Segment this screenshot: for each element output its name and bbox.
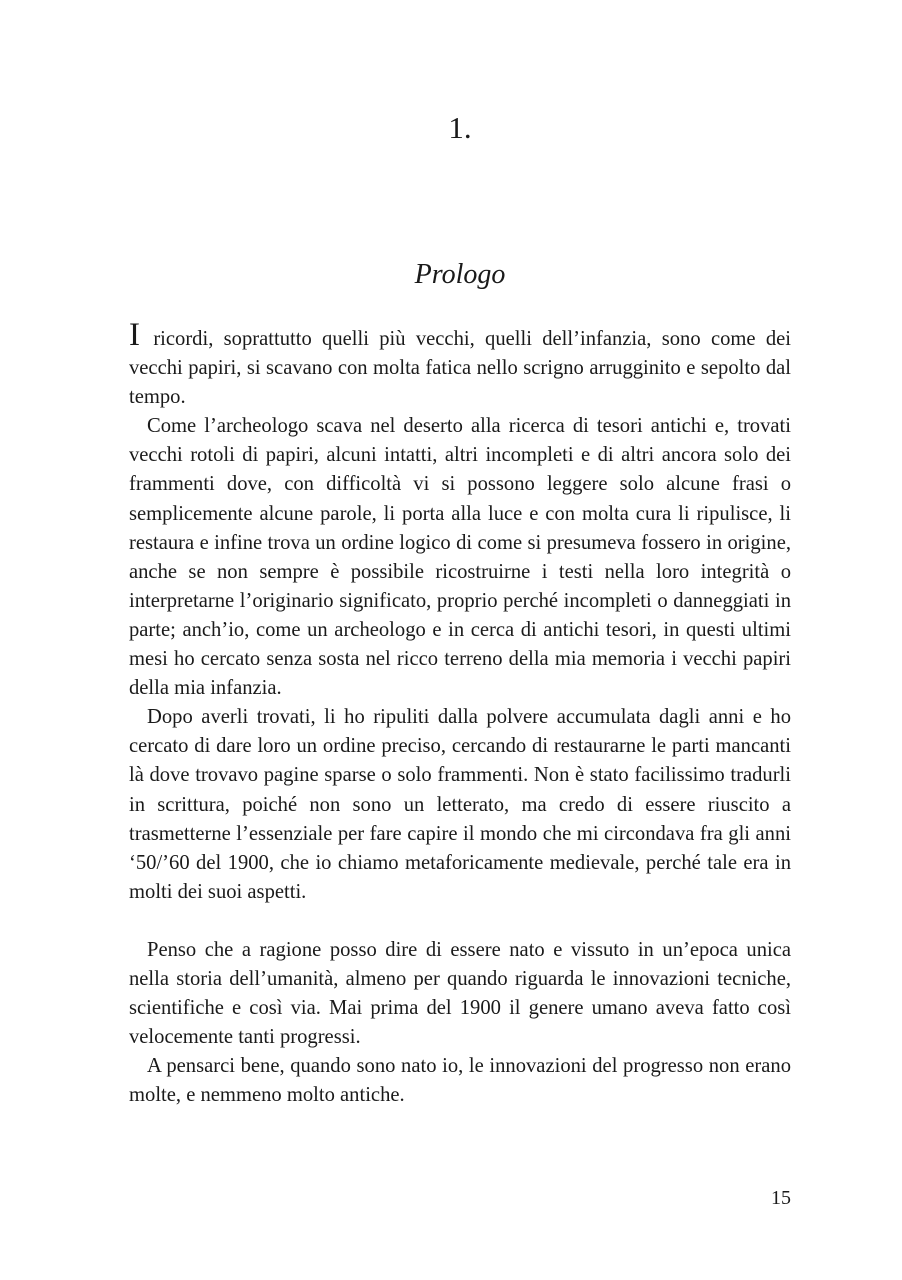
paragraph-5: A pensarci bene, quando sono nato io, le innovazioni del progresso non erano molte, e nemmeno molto antiche. [129, 1055, 791, 1107]
paragraph-1 [129, 317, 792, 412]
paragraph-3: Dopo averli trovati, li ho ripuliti dalla polvere accumulata dagli anni e ho cercato di dare loro un ordine preciso, cercando di restaurarne le parti mancanti là dove trovavo pagine sparse o solo frammenti. Non è stato facilissimo tradurli in scrittura, poiché non sono un letterato, ma credo di essere riuscito a trasmetterne l’essenziale per fare capire il mondo che mi circondava fra gli anni ‘50/’60 del 1900, che io chiamo metaforicamente medievale, perché tale era in molti dei suoi aspetti. [129, 706, 791, 903]
initial-letter: I [129, 317, 140, 353]
paragraph-4: Penso che a ragione posso dire di essere nato e vissuto in un’epoca unica nella storia dell’umanità, almeno per quando riguarda le innovazioni tecniche, scientifiche e così via. Mai prima del 1900 il genere umano aveva fatto così velocemente tanti progressi. [129, 938, 791, 1049]
page-number: 15 [771, 1187, 791, 1209]
chapter-body [129, 317, 792, 1110]
section-break [129, 907, 791, 936]
paragraph-2: Come l’archeologo scava nel deserto alla ricerca di tesori antichi e, trovati vecchi rotoli di papiri, alcuni intatti, altri incompleti e di altri ancora solo dei frammenti dove, con difficoltà vi si possono leggere solo alcune frasi o semplicemente alcune parole, li porta alla luce e con molta cura li ripulisce, li restaura e infine trova un ordine logico di come si presumeva fossero in origine, anche se non sempre è possibile ricostruirne i testi nella loro integrità o interpretarne l’originario significato, proprio perché incompleti o danneggiati in parte; anch’io, come un archeologo e in cerca di antichi tesori, in questi ultimi mesi ho cercato senza sosta nel ricco terreno della mia memoria i vecchi papiri della mia infanzia. [129, 415, 791, 700]
chapter-title: Prologo [414, 259, 506, 290]
paragraph-1-text: ricordi, soprattutto quelli più vecchi, quelli dell’infanzia, sono come dei vecchi papiri, si scavano con molta fatica nello scrigno arrugginito e sepolto dal tempo. [129, 328, 792, 409]
chapter-number: 1. [448, 110, 472, 145]
